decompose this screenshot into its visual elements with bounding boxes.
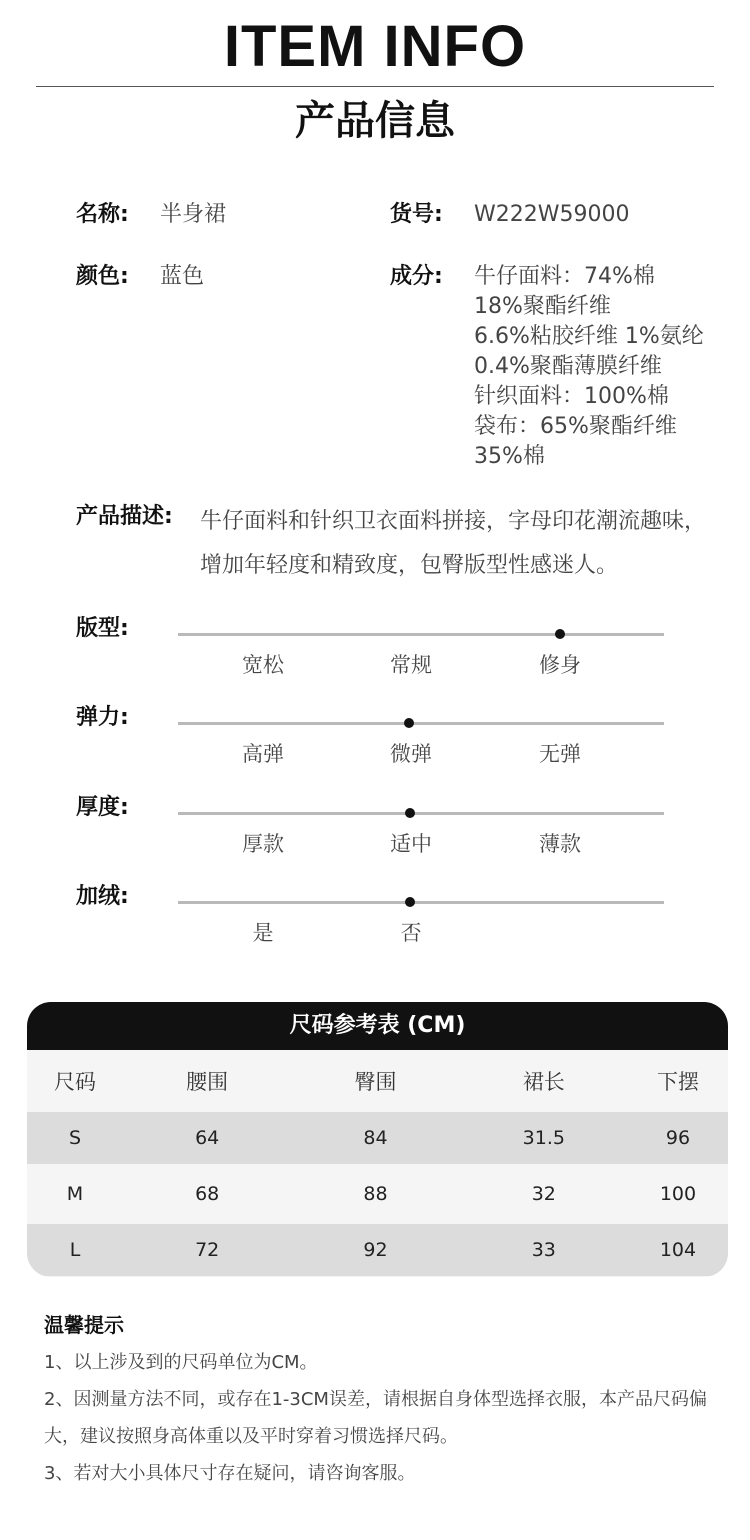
code-value: W222W59000 bbox=[474, 202, 630, 227]
fleece-label: 加绒: bbox=[76, 884, 129, 909]
thickness-scale-track bbox=[178, 812, 664, 815]
size-chart-title: 尺码参考表 (CM) bbox=[27, 1002, 728, 1050]
fit-label: 版型: bbox=[76, 616, 129, 641]
table-cell: 32 bbox=[531, 1183, 556, 1205]
column-header-hip: 臀围 bbox=[354, 1070, 397, 1094]
tip-item: 1、以上涉及到的尺码单位为CM。 bbox=[44, 1352, 318, 1373]
table-cell: 33 bbox=[531, 1239, 556, 1261]
page-title-en: ITEM INFO bbox=[223, 14, 527, 79]
fit-scale-track bbox=[178, 633, 664, 636]
column-header-length: 裙长 bbox=[522, 1070, 565, 1094]
composition-line: 35%棉 bbox=[474, 444, 545, 469]
tip-item: 2、因测量方法不同，或存在1-3CM误差，请根据自身体型选择衣服，本产品尺码偏大，建议按照身高体重以及平时穿着习惯选择尺码。 bbox=[44, 1389, 707, 1447]
thickness-label: 厚度: bbox=[76, 795, 129, 820]
table-cell: S bbox=[68, 1127, 82, 1149]
composition-line: 18%聚酯纤维 bbox=[474, 294, 611, 319]
thickness-option-thick: 厚款 bbox=[242, 832, 284, 856]
description-text: 牛仔面料和针织卫衣面料拼接，字母印花潮流趣味，增加年轻度和精致度，包臀版型性感迷人。 bbox=[200, 509, 707, 578]
table-cell: 96 bbox=[665, 1127, 691, 1149]
column-header-waist: 腰围 bbox=[186, 1070, 229, 1094]
fit-option-slim: 修身 bbox=[539, 653, 581, 677]
elasticity-option-none: 无弹 bbox=[539, 742, 581, 766]
table-cell: 92 bbox=[363, 1239, 388, 1261]
thickness-option-thin: 薄款 bbox=[539, 832, 581, 856]
table-row bbox=[27, 1112, 728, 1164]
fit-option-loose: 宽松 bbox=[242, 653, 284, 677]
elasticity-option-slight: 微弹 bbox=[390, 742, 432, 766]
composition-line: 袋布：65%聚酯纤维 bbox=[474, 414, 677, 439]
composition-list bbox=[474, 262, 704, 472]
thickness-scale-marker bbox=[405, 808, 415, 818]
fleece-option-no: 否 bbox=[400, 921, 422, 945]
table-cell: 68 bbox=[195, 1183, 220, 1205]
name-value: 半身裙 bbox=[160, 202, 227, 227]
title-divider bbox=[36, 86, 714, 87]
elasticity-label: 弹力: bbox=[76, 705, 129, 730]
table-cell: 31.5 bbox=[522, 1127, 565, 1149]
description-label: 产品描述: bbox=[76, 504, 173, 529]
fit-option-regular: 常规 bbox=[390, 653, 432, 677]
thickness-option-medium: 适中 bbox=[390, 832, 432, 856]
color-label: 颜色: bbox=[76, 264, 129, 289]
elasticity-scale-marker bbox=[404, 718, 414, 728]
tip-item: 3、若对大小具体尺寸存在疑问，请咨询客服。 bbox=[44, 1463, 416, 1484]
fit-scale-marker bbox=[555, 629, 565, 639]
table-row bbox=[27, 1164, 728, 1224]
elasticity-scale-track bbox=[178, 722, 664, 725]
table-cell: L bbox=[69, 1239, 81, 1261]
column-header-size: 尺码 bbox=[54, 1070, 96, 1094]
composition-line: 0.4%聚酯薄膜纤维 bbox=[474, 354, 662, 379]
table-cell: M bbox=[66, 1183, 84, 1205]
table-cell: 88 bbox=[363, 1183, 388, 1205]
table-cell: 72 bbox=[195, 1239, 220, 1261]
composition-line: 牛仔面料：74%棉 bbox=[474, 264, 655, 289]
page-title-cn: 产品信息 bbox=[295, 98, 455, 144]
fleece-scale-track bbox=[178, 901, 664, 904]
size-chart-header-row bbox=[27, 1050, 728, 1112]
table-row bbox=[27, 1224, 728, 1276]
column-header-hem: 下摆 bbox=[656, 1070, 699, 1094]
composition-line: 针织面料：100%棉 bbox=[474, 384, 669, 409]
color-value: 蓝色 bbox=[160, 264, 205, 289]
elasticity-option-high: 高弹 bbox=[242, 742, 284, 766]
size-chart bbox=[27, 1002, 728, 1277]
tips-title: 温馨提示 bbox=[44, 1313, 124, 1337]
name-label: 名称: bbox=[76, 202, 129, 227]
table-cell: 64 bbox=[195, 1127, 220, 1149]
composition-label: 成分: bbox=[390, 264, 443, 289]
fleece-option-yes: 是 bbox=[252, 921, 274, 945]
table-cell: 84 bbox=[363, 1127, 388, 1149]
table-cell: 104 bbox=[659, 1239, 697, 1261]
fleece-scale-marker bbox=[405, 897, 415, 907]
composition-line: 6.6%粘胶纤维 1%氨纶 bbox=[474, 324, 704, 349]
table-cell: 100 bbox=[659, 1183, 697, 1205]
code-label: 货号: bbox=[390, 202, 443, 227]
